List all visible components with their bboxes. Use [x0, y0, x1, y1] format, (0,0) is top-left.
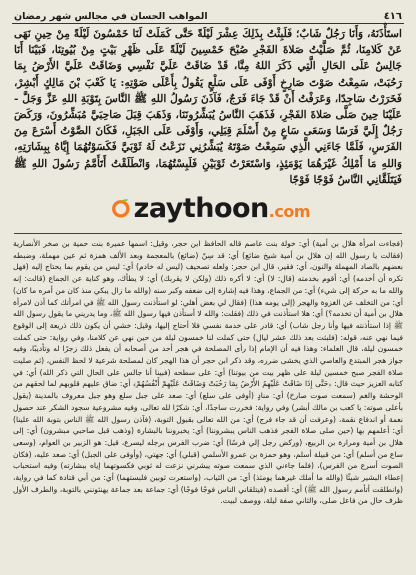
page-header: [14, 4, 402, 22]
commentary-paragraph: (فجاءت امرأة هلال بن أمية) أي: خولة بنت عاصم قاله الحافظ ابن حجر، وقيل: اسمها عميرة بنت حمية بن صخر الأنصارية (فقالت يا رسول الله إن هلال بن أمية شيخ ضائع) أي: قد سِنّ (ضائع) بالمعجمة وبعد الألف همزة ثم عين مهملة، وضبطه بعضهم بالصاد المهملة والنون، أي: فقير، قال ابن حجر: ولعله تصحيف (ليس له خادم) أي: ليس من يقوم بما يحتاج إليه (فهل تكره أن أخدمه) أي: أقوم بخدمته (قال: لا) أي: لا أكره ذلك (ولكن لا يقربك) أي: لا يطأك، وهو كناية عن الجماع (قالت: إنه والله ما به حركة إلى شيء) أي: من الجماع، وهذا فيه إشارة إلى ضعفه وكبر سنه (والله ما زال يبكي منذ كان من أمره ما كان) أي: من التخلف عن الغزوة والهجر (إلى يومه هذا) (فقال لي بعض أهلي: لو استأذنت رسول الله ﷺ في امرأتك كما أذن لامرأة هلال بن أمية أن تخدمه؟) أي: هلا استأذنت في ذلك (فقلت: والله لا أستأذن فيها رسول الله ﷺ، وما يدريني ما يقول رسول الله ﷺ إذا استأذنته فيها وأنا رجل شاب) أي: قادر على خدمة نفسي فلا أحتاج إليها، وقيل: خشي أن يكون ذلك ذريعة إلى الوقوع فيما نهي عنه، قوله: (فلبثت بعد ذلك عشر ليال) حتى كملت لنا خمسون ليلة من حين نهي عن كلامنا، وفي رواية: حتى كملت خمسون ليلة، قال العلماء: وهذا فيه أن الإمام إذا رأى المصلحة في هجر أحد من أصحابه أن يفعل ذلك زجرًا له وتأديبًا، وفيه جواز هجر المبتدع والعاصي الذي يخشى ضرره، وقد ذكر ابن حجر أن هذا الهجر كان لمصلحة شرعية لا لحظ النفس، (ثم صليت صلاة الفجر صبح خمسين ليلة على ظهر بيت من بيوتنا) أي: على سطحه (فبينا أنا جالس على الحال التي ذكر الله) أي: في كتابه العزيز حيث قال: ﴿حَتَّى إِذَا ضَاقَتْ عَلَيْهِمُ الأَرْضُ بِمَا رَحُبَتْ وَضَاقَتْ عَلَيْهِمْ أَنْفُسُهُمْ﴾ أي: ضاق عليهم قلوبهم لما لحقهم من الوحشة والغم (سمعت صوت صارخ) أي: منادٍ (أوفى على سلع) أي: صعد على جبل سلع وهو جبل معروف بالمدينة (يقول بأعلى صوته: يا كعب بن مالك أبشر) وفي رواية: فخررت ساجدًا، أي: شكرًا لله تعالى، وفيه مشروعية سجود الشكر عند حصول نعمة أو اندفاع نقمة، (وعرفت أن قد جاء فرج) أي: من الله تعالى بقبول التوبة، (فآذن رسول الله ﷺ الناس بتوبة الله علينا) أي: أعلمهم بها (حين صلى صلاة الفجر فذهب الناس يبشروننا) أي: يخبروننا بالبشارة (وذهب قبل صاحبي مبشرون) أي: إلى هلال بن أمية ومرارة بن الربيع، (وركض رجل إلي فرسًا) أي: ضرب الفرس برجله ليسرع، قيل: هو الزبير بن العوام، (وسعى ساع من أسلم) أي: من قبيلة أسلم، وهو حمزة بن عمرو الأسلمي (قبلي) أي: جهتي، (وأوفى على الجبل) أي: صعد عليه، (فكان الصوت أسرع من الفرس)، (فلما جاءني الذي سمعت صوته يبشرني نزعت له ثوبي فكسوتهما إياه ببشارته) وفيه استحباب إعطاء البشير شيئًا (والله ما أملك غيرهما يومئذ) أي: من الثياب، (واستعرت ثوبين فلبستهما) أي: من أبي قتادة كما في رواية، (وانطلقت أتأمم رسول الله ﷺ) أي: أقصده (فيتلقاني الناس فوجًا فوجًا) أي: جماعة بعد جماعة يهنئونني بالتوبة، والطرف الأول ظرف حال من فاعل صلى، والثاني صفة ليلة، ووصف لبيت.: [13, 239, 403, 506]
hadith-text: [14, 26, 402, 188]
zaythoon-logo-text: zaythoon.com: [133, 192, 310, 224]
running-title: المواهب الحسان في مجالس شهر رمضان: [14, 11, 208, 22]
header-rule: [12, 23, 404, 24]
zaythoon-o-icon: [110, 197, 132, 219]
section-divider: [14, 233, 402, 234]
zaythoon-logo-watermark: [110, 188, 310, 228]
hadith-paragraph: استَأْذَنَهُ، وَأَنَا رَجُلٌ شَابٌ؛ فَلَبِثْتُ بِذَلِكَ عِشْرَ لَيْلَةً حَتَّى كَمَلَتْ لَنَا خَمْسُونَ لَيْلَةً مِنْ حِينِ نَهَى عَنْ كَلامِنَا، ثُمَّ صَلَّيْتُ صَلاةَ الفَجْرِ صُبْحَ خَمْسِينَ لَيْلَةً عَلَى ظَهْرِ بَيْتٍ مِنْ بُيُوتِنَا، فَبَيْنَا أَنَا جَالِسٌ عَلَى الحَالِ الَّتِي ذَكَرَ اللهُ مِنَّا، قَدْ ضَاقَتْ عَلَيَّ نَفْسِي وَضَاقَتْ عَلَيَّ الأَرْضُ بِمَا رَحُبَتْ، سَمِعْتُ صَوْتَ صَارِخٍ أَوْفَى عَلَى سَلْعٍ يَقُولُ بِأَعْلَى صَوْتِهِ: يَا كَعْبَ بْنَ مَالِكٍ أَبْشِرْ، فَخَرَرْتُ سَاجِدًا، وَعَرَفْتُ أَنْ قَدْ جَاءَ فَرَجٌ، فَآذَنَ رَسُولُ اللهِ ﷺ النَّاسَ بِتَوْبَةِ اللهِ عَزَّ وَجَلَّ - عَلَيْنَا حِينَ صَلَّى صَلاةَ الفَجْرِ، فَذَهَبَ النَّاسُ يُبَشِّرُونَنَا، وَذَهَبَ قِبَلَ صَاحِبَيَّ مُبَشِّرُونَ، وَرَكَضَ رَجُلٌ إِلَيَّ فَرَسًا وَسَعَى سَاعٍ مِنْ أَسْلَمَ قِبَلِي، وَأَوْفَى عَلَى الجَبَلِ، فَكَانَ الصَّوْتُ أَسْرَعَ مِنَ الفَرَسِ، فَلَمَّا جَاءَنِي الَّذِي سَمِعْتُ صَوْتَهُ يُبَشِّرُنِي نَزَعْتُ لَهُ ثَوْبَيَّ فَكَسَوْتُهُمَا إِيَّاهُ بِبِشَارَتِهِ، وَاللهِ مَا أَمْلِكُ غَيْرَهُمَا يَوْمَئِذٍ، وَاسْتَعَرْتُ ثَوْبَيْنِ فَلَبِسْتُهُمَا، وَانْطَلَقْتُ أَتَأَمَّمُ رَسُولَ اللهِ ﷺ فَيَتَلَقَّانِي النَّاسُ فَوْجًا فَوْجًا: [14, 28, 402, 186]
page-number: ٤١٦: [383, 11, 402, 22]
commentary-text: [13, 238, 403, 561]
